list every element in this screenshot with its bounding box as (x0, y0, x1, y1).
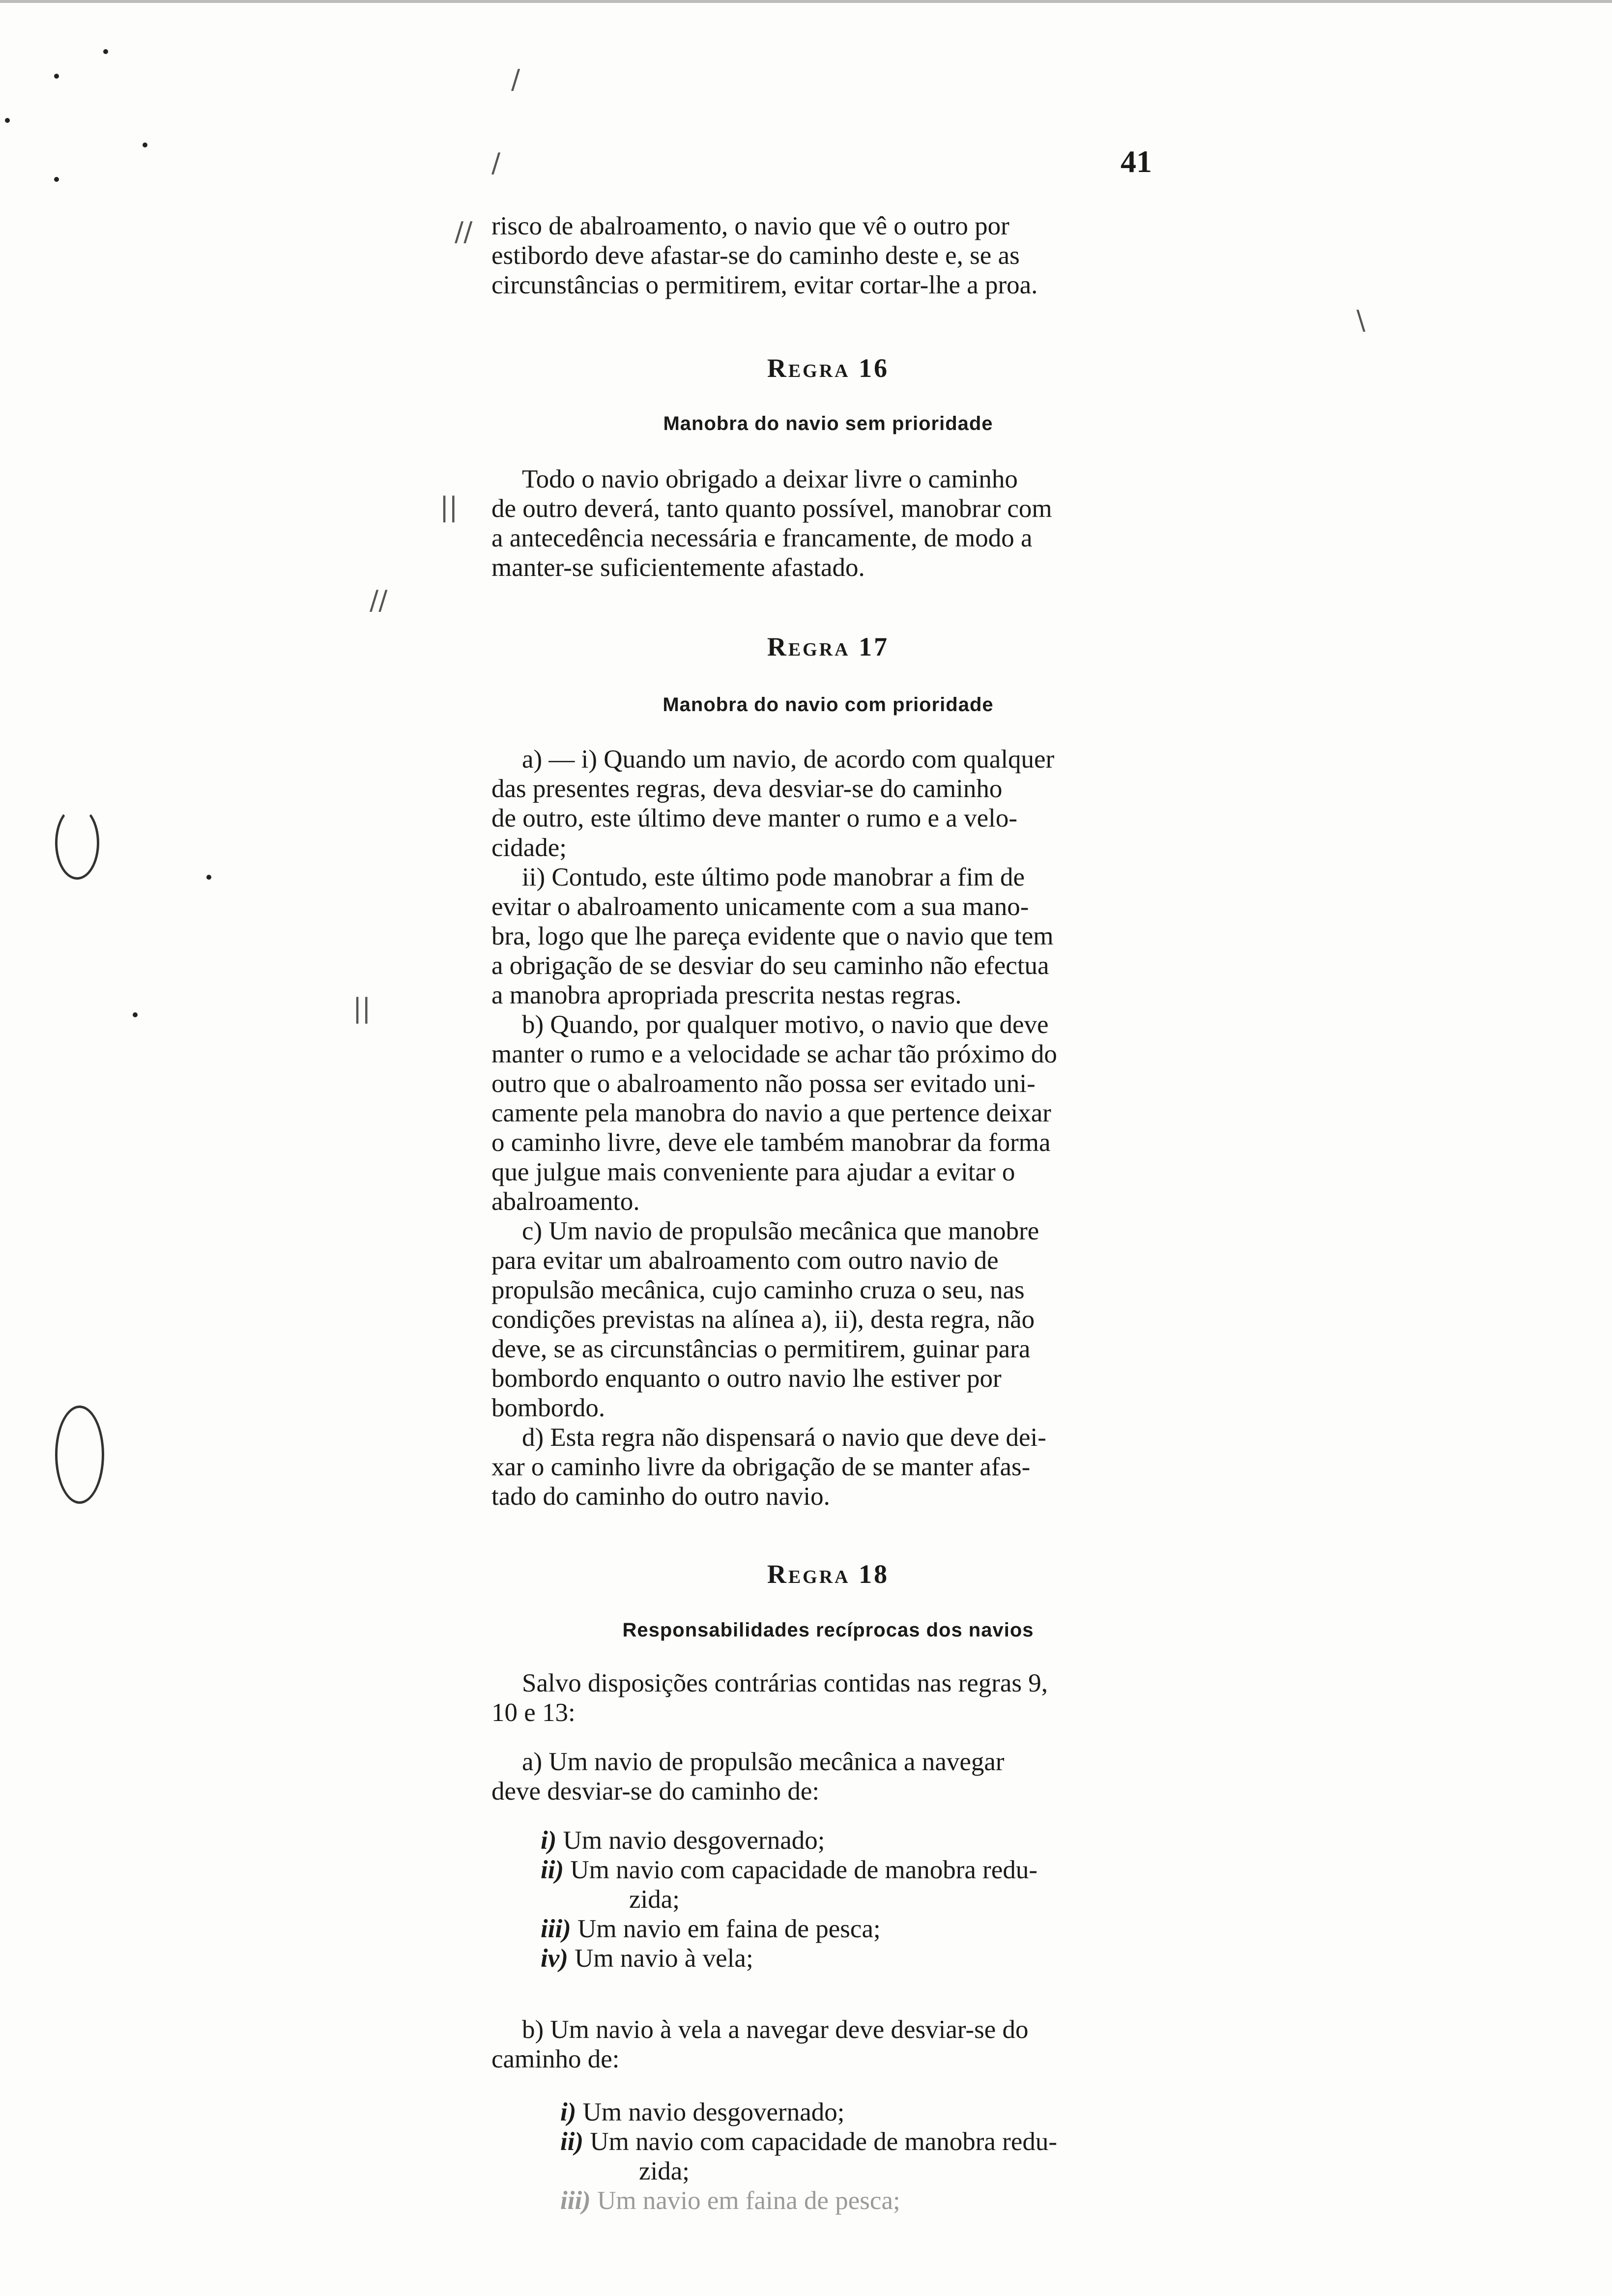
rule-18-heading: Regra 18 (767, 1559, 890, 1589)
scan-speck (103, 49, 108, 54)
scan-speck (206, 875, 211, 880)
rule-16-subheading: Manobra do navio sem prioridade (663, 413, 993, 434)
text-line: a manobra apropriada prescrita nestas regras. (491, 981, 962, 1009)
text-line: d) Esta regra não dispensará o navio que deve dei- (522, 1423, 1046, 1452)
text-line: de outro deverá, tanto quanto possível, manobrar com (491, 494, 1052, 523)
text-line: condições previstas na alínea a), ii), desta regra, não (491, 1305, 1035, 1334)
margin-double-slash-mark: // (455, 216, 473, 247)
list-item: iii) Um navio em faina de pesca; (560, 2186, 900, 2215)
list-item: iv) Um navio à vela; (541, 1944, 753, 1973)
text-line: o caminho livre, deve ele também manobrar da forma (491, 1128, 1051, 1157)
binding-hole-mark (55, 1406, 104, 1504)
text-line: a) Um navio de propulsão mecânica a navegar (522, 1748, 1005, 1776)
rule-17-heading: Regra 17 (767, 632, 890, 661)
text-line: a obrigação de se desviar do seu caminho não efectua (491, 951, 1049, 980)
margin-slash-mark: / (491, 147, 501, 178)
list-item-continuation: zida; (629, 1885, 680, 1914)
text-line: b) Um navio à vela a navegar deve desviar-se do (522, 2015, 1029, 2044)
margin-slash-mark: / (511, 64, 520, 95)
text-line: risco de abalroamento, o navio que vê o outro por (491, 212, 1009, 240)
text-line: deve desviar-se do caminho de: (491, 1777, 820, 1806)
text-line: a) — i) Quando um navio, de acordo com qualquer (522, 745, 1055, 774)
rule-16-heading: Regra 16 (767, 353, 890, 383)
list-item: ii) Um navio com capacidade de manobra redu- (541, 1856, 1037, 1884)
text-line: Salvo disposições contrárias contidas nas regras 9, (522, 1669, 1048, 1697)
text-line: propulsão mecânica, cujo caminho cruza o seu, nas (491, 1276, 1025, 1304)
text-line: Todo o navio obrigado a deixar livre o caminho (522, 465, 1018, 493)
margin-slash-mark: \ (1356, 305, 1366, 336)
margin-double-slash-mark: // (370, 585, 388, 616)
text-line: estibordo deve afastar-se do caminho deste e, se as (491, 241, 1020, 270)
rule-18-b-intro (491, 2015, 1165, 2074)
text-line: manter-se suficientemente afastado. (491, 553, 865, 582)
text-line: bombordo enquanto o outro navio lhe estiver por (491, 1364, 1002, 1393)
scan-speck (5, 118, 10, 123)
text-line: das presentes regras, deva desviar-se do caminho (491, 775, 1003, 803)
rule-18-subheading: Responsabilidades recíprocas dos navios (622, 1619, 1034, 1641)
text-line: ii) Contudo, este último pode manobrar a fim de (522, 863, 1025, 891)
margin-bar-mark: || (353, 993, 371, 1024)
list-item: i) Um navio desgovernado; (560, 2098, 845, 2126)
text-line: para evitar um abalroamento com outro navio de (491, 1246, 999, 1275)
text-line: manter o rumo e a velocidade se achar tão próximo do (491, 1040, 1057, 1068)
list-item: iii) Um navio em faina de pesca; (541, 1915, 881, 1943)
text-line: 10 e 13: (491, 1698, 576, 1727)
text-line: tado do caminho do outro navio. (491, 1482, 830, 1511)
text-line: caminho de: (491, 2045, 620, 2073)
text-line: circunstâncias o permitirem, evitar cortar-lhe a proa. (491, 271, 1038, 299)
text-line: evitar o abalroamento unicamente com a sua mano- (491, 892, 1029, 921)
text-line: deve, se as circunstâncias o permitirem, guinar para (491, 1335, 1031, 1363)
scan-speck (54, 74, 59, 79)
rule-16-paragraph (491, 464, 1165, 582)
scan-speck (54, 177, 59, 182)
rule-17-body (491, 745, 1165, 1511)
list-item: ii) Um navio com capacidade de manobra redu- (560, 2127, 1057, 2156)
text-line: xar o caminho livre da obrigação de se manter afas- (491, 1453, 1031, 1481)
text-line: b) Quando, por qualquer motivo, o navio que deve (522, 1010, 1049, 1039)
intro-paragraph (491, 211, 1165, 300)
text-line: a antecedência necessária e francamente, de modo a (491, 524, 1033, 552)
scan-speck (133, 1012, 138, 1017)
rule-18-intro (491, 1668, 1165, 1727)
text-line: camente pela manobra do navio a que pertence deixar (491, 1099, 1051, 1127)
text-line: de outro, este último deve manter o rumo e a velo- (491, 804, 1017, 832)
binding-hole-mark (55, 806, 99, 880)
list-item: i) Um navio desgovernado; (541, 1826, 825, 1855)
text-line: cidade; (491, 833, 567, 862)
scan-speck (143, 143, 147, 147)
text-line: outro que o abalroamento não possa ser evitado uni- (491, 1069, 1036, 1098)
margin-bar-mark: || (440, 491, 458, 522)
text-line: bombordo. (491, 1394, 605, 1422)
text-line: que julgue mais conveniente para ajudar a evitar o (491, 1158, 1015, 1186)
text-line: bra, logo que lhe pareça evidente que o navio que tem (491, 922, 1054, 950)
rule-17-subheading: Manobra do navio com prioridade (662, 694, 994, 716)
page-number: 41 (1121, 144, 1152, 179)
text-line: abalroamento. (491, 1187, 640, 1216)
rule-18-a-intro (491, 1747, 1165, 1806)
page-top-edge (0, 0, 1612, 3)
text-line: c) Um navio de propulsão mecânica que manobre (522, 1217, 1039, 1245)
list-item-continuation: zida; (639, 2157, 690, 2185)
